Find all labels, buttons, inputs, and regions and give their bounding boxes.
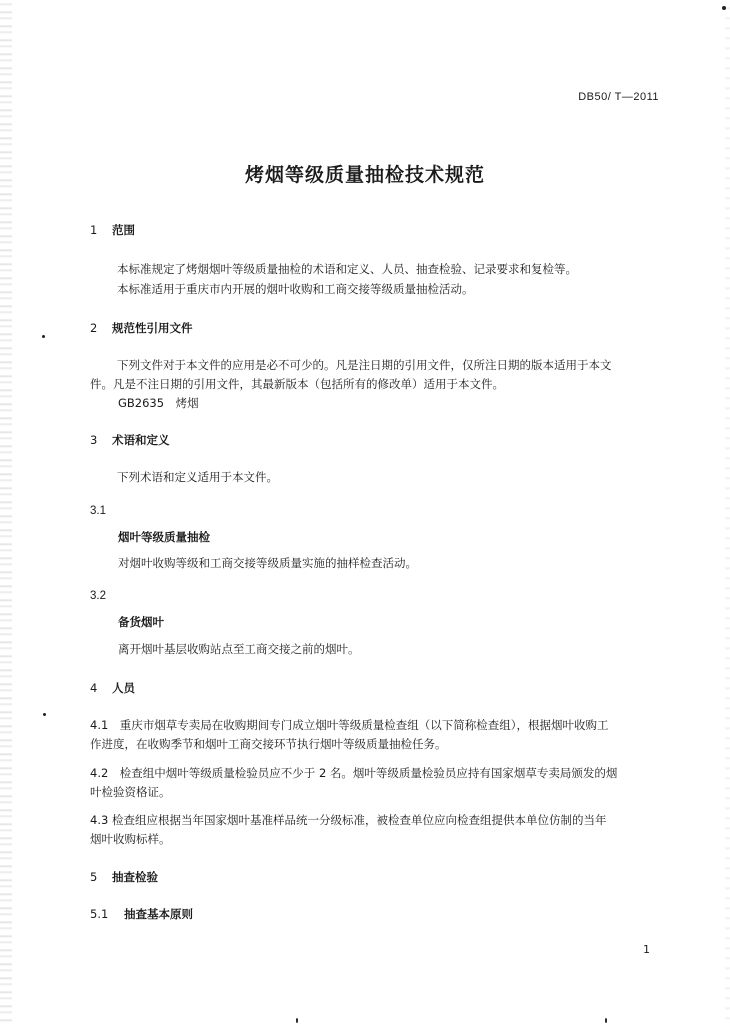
section-number: 2 <box>90 321 98 335</box>
clause-4-1-line-1: 4.1 重庆市烟草专卖局在收购期间专门成立烟叶等级质量检查组（以下简称检查组），根据烟叶收购工 <box>90 718 609 732</box>
section-number: 3 <box>90 433 98 447</box>
subsection-number: 5.1 <box>90 907 109 921</box>
section-1-paragraph-2: 本标准适用于重庆市内开展的烟叶收购和工商交接等级质量抽检活动。 <box>117 282 474 296</box>
section-2-heading <box>90 319 664 338</box>
section-title: 人员 <box>112 681 135 695</box>
term-name: 备货烟叶 <box>118 615 164 629</box>
section-title: 抽查检验 <box>112 870 158 884</box>
term-number: 3.1 <box>90 505 106 517</box>
scan-edge-right <box>725 0 730 1024</box>
section-3-intro: 下列术语和定义适用于本文件。 <box>117 470 278 484</box>
clause-4-2-line-1: 4.2 检查组中烟叶等级质量检验员应不少于 2 名。烟叶等级质量检验员应持有国家烟草专卖局颁发的烟 <box>90 766 618 780</box>
section-1-paragraph-1: 本标准规定了烤烟烟叶等级质量抽检的术语和定义、人员、抽查检验、记录要求和复检等。 <box>117 262 577 276</box>
clause-4-1-line-2: 作进度，在收购季节和烟叶工商交接环节执行烟叶等级质量抽检任务。 <box>90 737 447 751</box>
document-title: 烤烟等级质量抽检技术规范 <box>244 164 485 186</box>
subsection-5-1-heading <box>90 905 664 924</box>
scan-speck <box>42 335 45 338</box>
page-number: 1 <box>643 943 650 956</box>
section-4-heading <box>90 679 664 698</box>
section-1-heading <box>90 221 664 240</box>
scan-speck <box>722 6 726 10</box>
clause-4-3-line-2: 烟叶收购标样。 <box>90 832 171 846</box>
section-number: 1 <box>90 223 98 237</box>
scan-speck <box>43 713 46 716</box>
term-number: 3.2 <box>90 590 106 602</box>
term-definition: 对烟叶收购等级和工商交接等级质量实施的抽样检查活动。 <box>118 556 417 570</box>
standard-code: DB50/ T—2011 <box>578 91 659 103</box>
section-5-heading <box>90 868 664 887</box>
term-definition: 离开烟叶基层收购站点至工商交接之前的烟叶。 <box>118 642 360 656</box>
section-2-paragraph-line-2: 件。凡是不注日期的引用文件，其最新版本（包括所有的修改单）适用于本文件。 <box>90 377 504 391</box>
section-title: 术语和定义 <box>112 433 170 447</box>
section-3-heading <box>90 431 664 450</box>
section-2-paragraph-line-1: 下列文件对于本文件的应用是必不可少的。凡是注日期的引用文件，仅所注日期的版本适用于本文 <box>117 358 612 372</box>
clause-4-2-line-2: 叶检验资格证。 <box>90 785 171 799</box>
term-name: 烟叶等级质量抽检 <box>118 530 210 544</box>
subsection-title: 抽查基本原则 <box>124 907 193 921</box>
section-title: 规范性引用文件 <box>112 321 193 335</box>
scan-speck <box>296 1018 298 1023</box>
scan-speck <box>605 1018 607 1023</box>
section-title: 范围 <box>112 223 135 237</box>
clause-4-3-line-1: 4.3 检查组应根据当年国家烟叶基准样品统一分级标准，被检查单位应向检查组提供本单位仿制的当年 <box>90 813 607 827</box>
normative-reference: GB2635 烤烟 <box>118 396 199 410</box>
section-number: 5 <box>90 870 98 884</box>
scan-edge-left <box>0 0 12 1024</box>
section-number: 4 <box>90 681 98 695</box>
